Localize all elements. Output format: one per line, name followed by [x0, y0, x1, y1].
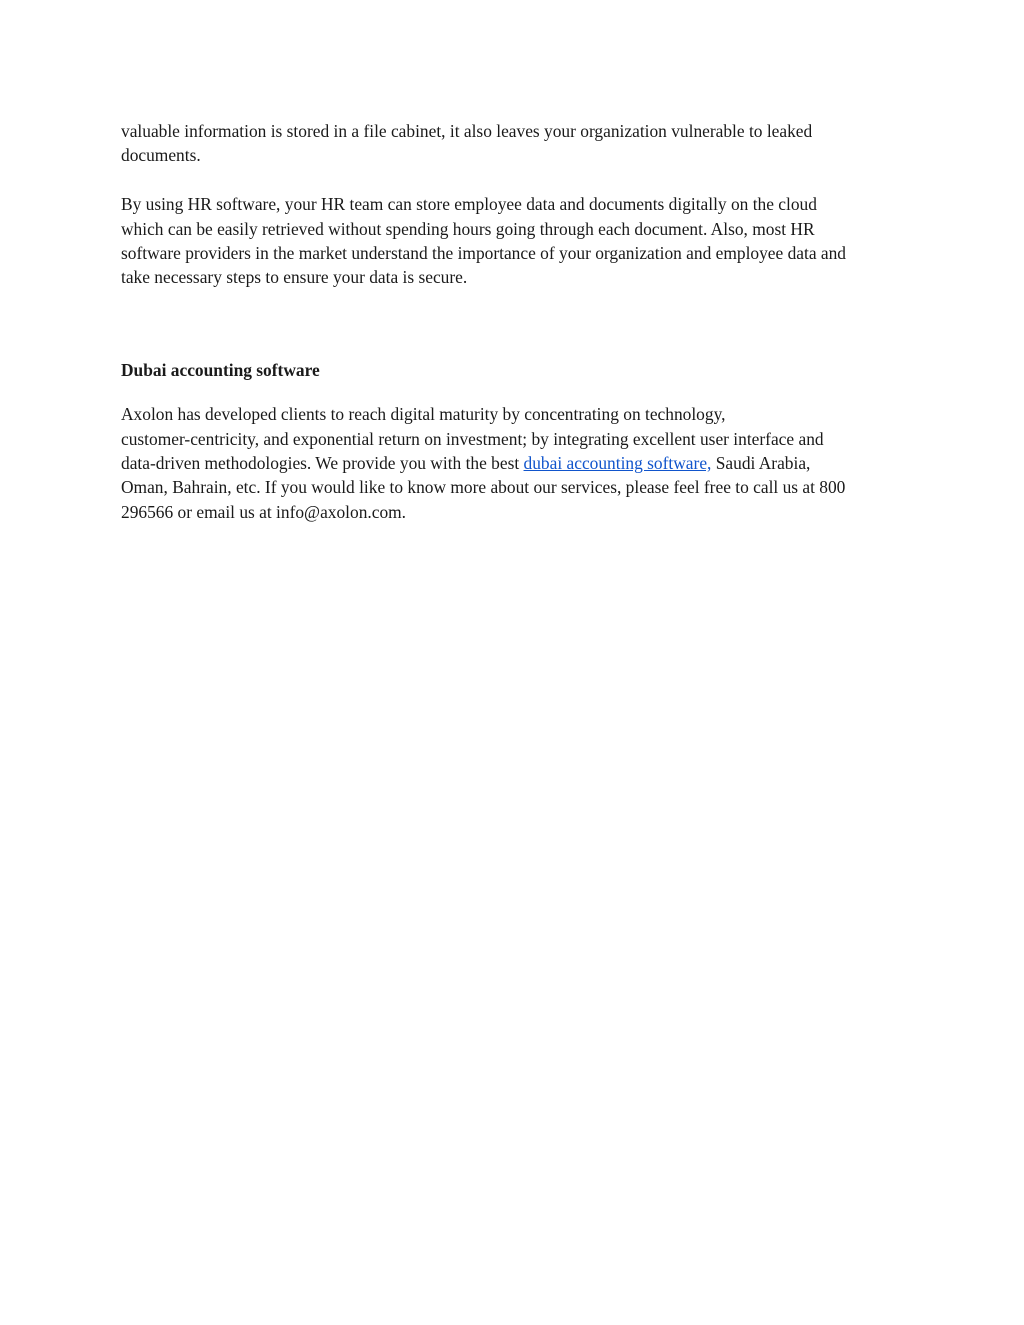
section-heading: Dubai accounting software — [121, 359, 320, 380]
paragraph-axolon — [121, 402, 896, 524]
text-line: customer-centricity, and exponential return on investment; by integrating excellent user interface and — [121, 428, 824, 449]
text-line: documents. — [121, 145, 201, 166]
paragraph-hr-software — [121, 192, 896, 290]
text-line: software providers in the market understand the importance of your organization and employee data and — [121, 243, 847, 264]
text-line: Axolon has developed clients to reach digital maturity by concentrating on technology, — [121, 404, 726, 425]
text-line-with-link — [121, 451, 896, 475]
text-segment: Saudi Arabia, — [711, 453, 811, 474]
text-line: take necessary steps to ensure your data is secure. — [121, 267, 468, 288]
text-line: valuable information is stored in a file cabinet, it also leaves your organization vulnerable to leaked — [121, 121, 813, 141]
document-body — [121, 119, 896, 524]
text-line: Oman, Bahrain, etc. If you would like to know more about our services, please feel free to call us at 800 — [121, 477, 846, 498]
paragraph-file-cabinet — [121, 119, 896, 168]
dubai-accounting-software-link[interactable]: dubai accounting software, — [523, 453, 712, 474]
text-line: 296566 or email us at info@axolon.com. — [121, 501, 407, 522]
text-segment: data-driven methodologies. We provide you with the best — [121, 453, 524, 474]
text-line: By using HR software, your HR team can store employee data and documents digitally on the cloud — [121, 194, 817, 215]
text-line: which can be easily retrieved without spending hours going through each document. Also, most HR — [121, 218, 815, 239]
